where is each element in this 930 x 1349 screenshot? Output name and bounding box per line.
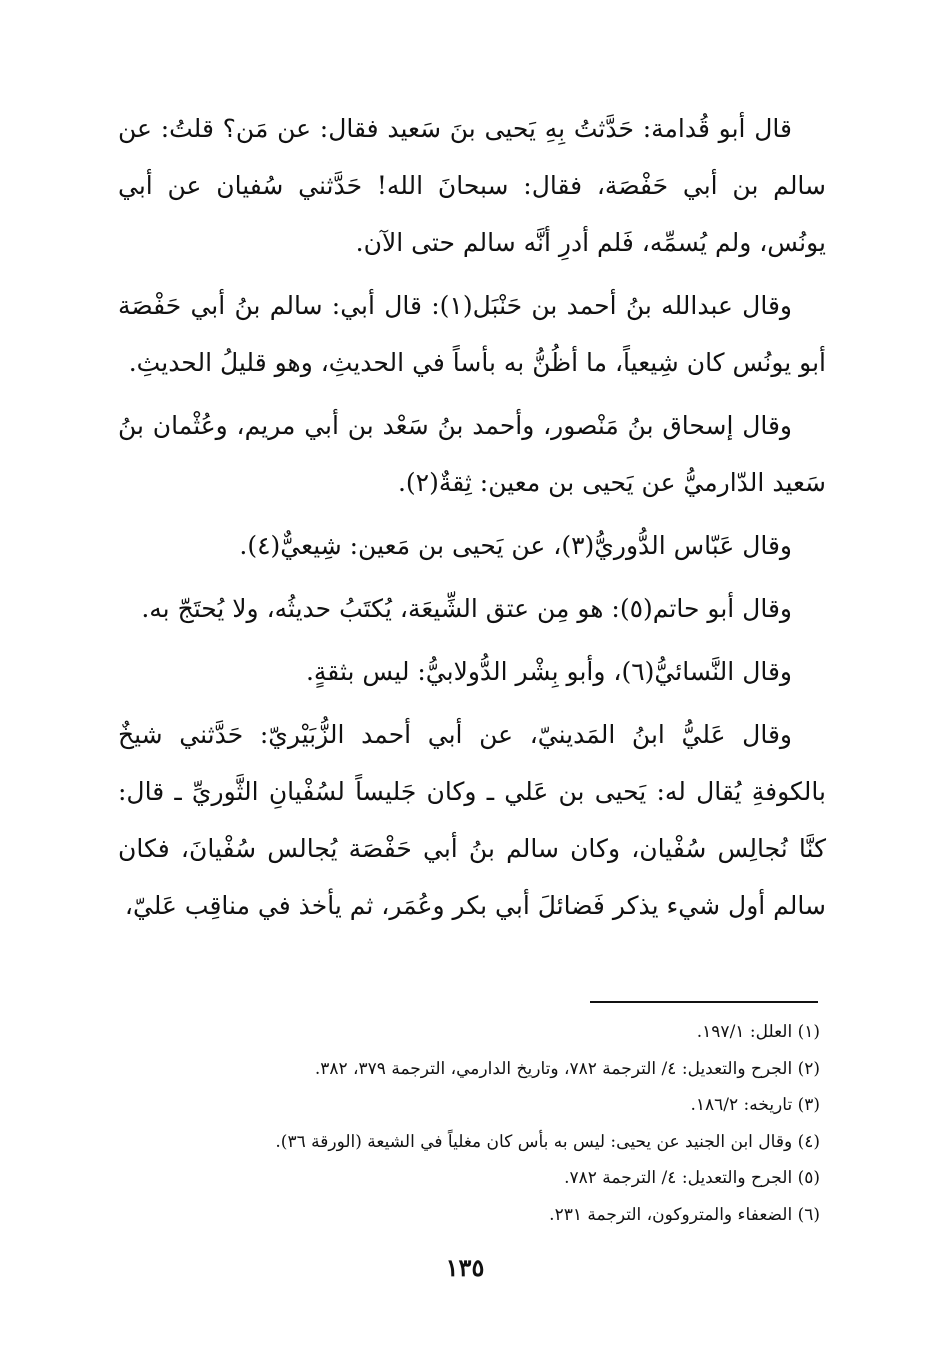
paragraph-abdullah-ibn-ahmad: وقال عبدالله بنُ أحمد بن حَنْبَل(١): قال أبي: سالم بنُ أبي حَفْصَة أبو يونُس كان شِيعياً، ما أظُنُّ به بأساً في الحديثِ، وهو قليلُ الحديثِ.: [118, 291, 826, 377]
paragraph-abu-hatim: وقال أبو حاتم(٥): هو مِن عتق الشِّيعَة، يُكتَبُ حديثُه، ولا يُحتَجّ به.: [141, 594, 792, 623]
paragraph-abbas-al-duri: وقال عَبّاس الدُّوريُّ(٣)، عن يَحيى بن مَعين: شِيعيٌّ(٤).: [239, 531, 792, 560]
main-text: [118, 100, 826, 940]
footnote-2: (٢) الجرح والتعديل: ٤/ الترجمة ٧٨٢، وتاريخ الدارمي، الترجمة ٣٧٩، ٣٨٢.: [314, 1058, 820, 1079]
paragraph-ishaq-ibn-mansur: وقال إسحاق بنُ مَنْصور، وأحمد بنُ سَعْد بن أبي مريم، وعُثْمان بنُ سَعيد الدّارميُّ عن يَحيى بن معين: ثِقةٌ(٢).: [118, 411, 826, 497]
footnote-separator: [590, 1001, 818, 1003]
footnote-5: (٥) الجرح والتعديل: ٤/ الترجمة ٧٨٢.: [564, 1168, 820, 1188]
footnote-4: (٤) وقال ابن الجنيد عن يحيى: ليس به بأس كان مغلياً في الشيعة (الورقة ٣٦).: [275, 1131, 820, 1152]
paragraph-ali-ibn-al-madini: وقال عَليُّ ابنُ المَدينيّ، عن أبي أحمد الزُّبَيْريّ: حَدَّثني شيخٌ بالكوفةِ يُقال له: يَحيى بن عَلي ـ وكان جَليساً لسُفْيانِ الثَّوريِّ ـ قال: كنَّا نُجالِس سُفْيان، وكان سالم بنُ أبي حَفْصَة يُجالس سُفْيانَ، فكان سالم أول شيء يذكر فَضائلَ أبي بكر وعُمَر، ثم يأخذ في مناقِب عَليّ،: [118, 720, 826, 920]
paragraph-abu-qudama: قال أبو قُدامة: حَدَّثتُ بِهِ يَحيى بنَ سَعيد فقال: عن مَن؟ قلتُ: عن سالم بن أبي حَفْصَة، فقال: سبحانَ الله! حَدَّثني سُفيان عن أبي يونُس، ولم يُسمِّه، فَلم أدرِ أنَّه سالم حتى الآن.: [118, 114, 826, 257]
footnote-3: (٣) تاريخه: ١٨٦/٢.: [690, 1095, 820, 1115]
paragraph-al-nasai: وقال النَّسائيُّ(٦)، وأبو بِشْر الدُّولابيُّ: ليس بثقةٍ.: [305, 657, 792, 686]
footnote-6: (٦) الضعفاء والمتروكون، الترجمة ٢٣١.: [549, 1204, 820, 1225]
footnote-1: (١) العلل: ١٩٧/١.: [696, 1022, 820, 1042]
footnotes: [118, 1014, 820, 1233]
page-number: ١٣٥: [445, 1253, 485, 1282]
